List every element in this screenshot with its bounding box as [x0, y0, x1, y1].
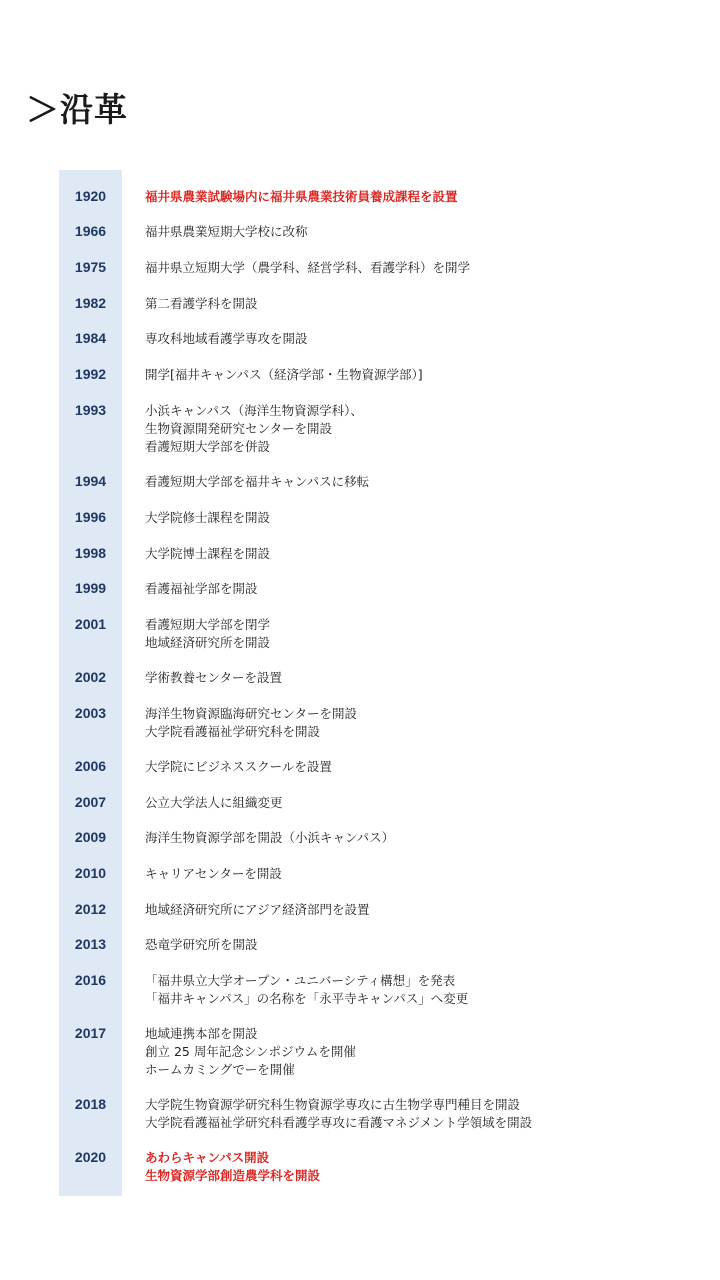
history-event-line: キャリアセンターを開設 [145, 866, 282, 881]
history-year: 2020 [74, 1149, 107, 1165]
history-event-line: 開学[福井キャンパス（経済学部・生物資源学部）] [145, 367, 423, 382]
history-year: 2007 [74, 794, 107, 810]
history-events [145, 259, 705, 277]
history-event-line: 海洋生物資源学部を開設（小浜キャンパス） [145, 830, 395, 845]
history-events [145, 330, 705, 348]
history-event-line: 小浜キャンパス（海洋生物資源学科）、 [145, 403, 363, 418]
history-event-line: 創立 25 周年記念シンポジウムを開催 [145, 1044, 356, 1059]
history-year: 1984 [74, 330, 107, 346]
history-year: 1920 [74, 188, 107, 204]
history-event-line: 地域経済研究所にアジア経済部門を設置 [145, 902, 370, 917]
history-events [145, 794, 705, 812]
history-year: 2001 [74, 616, 107, 632]
history-year: 1996 [74, 509, 107, 525]
history-year: 2016 [74, 972, 107, 988]
history-events [145, 865, 705, 883]
history-events [145, 972, 705, 1008]
history-events [145, 758, 705, 776]
history-events [145, 1025, 705, 1079]
history-event-line: 福井県立短期大学（農学科、経営学科、看護学科）を開学 [145, 260, 471, 275]
history-event-line: 看護短期大学部を福井キャンパスに移転 [145, 474, 370, 489]
history-year: 1975 [74, 259, 107, 275]
history-events [145, 580, 705, 598]
history-year: 2003 [74, 705, 107, 721]
history-event-line: 大学院にビジネススクールを設置 [145, 759, 332, 774]
history-event-line: 公立大学法人に組織変更 [145, 795, 283, 810]
history-events [145, 705, 705, 741]
history-events [145, 669, 705, 687]
history-events [145, 829, 705, 847]
history-events [145, 295, 705, 313]
history-year: 2012 [74, 901, 107, 917]
history-year: 1998 [74, 545, 107, 561]
history-events [145, 1096, 705, 1132]
history-year: 2002 [74, 669, 107, 685]
history-event-line: 福井県農業短期大学校に改称 [145, 224, 308, 239]
history-year: 1966 [74, 223, 107, 239]
history-event-line: 福井県農業試験場内に福井県農業技術員養成課程を設置 [145, 189, 458, 204]
history-year: 1993 [74, 402, 107, 418]
page-title: ＞沿革 [26, 90, 128, 129]
history-year: 2017 [74, 1025, 107, 1041]
history-event-line: 「福井県立大学オープン・ユニバーシティ構想」を発表 [145, 973, 456, 988]
history-year: 2013 [74, 936, 107, 952]
history-events [145, 188, 705, 206]
history-events [145, 936, 705, 954]
history-event-line: 地域連携本部を開設 [145, 1026, 258, 1041]
history-event-line: 「福井キャンパス」の名称を「永平寺キャンパス」へ変更 [145, 991, 469, 1006]
history-events [145, 366, 705, 384]
history-events [145, 473, 705, 491]
history-event-line: あわらキャンパス開設 [145, 1150, 270, 1165]
history-event-line: 看護短期大学部を併設 [145, 439, 271, 454]
history-events [145, 616, 705, 652]
history-event-line: 大学院生物資源学研究科生物資源学専攻に古生物学専門種目を開設 [145, 1097, 521, 1112]
history-year: 2006 [74, 758, 107, 774]
history-event-line: 大学院看護福祉学研究科看護学専攻に看護マネジメント学領域を開設 [145, 1115, 533, 1130]
history-events [145, 509, 705, 527]
history-event-line: 地域経済研究所を開設 [145, 635, 271, 650]
history-year: 1992 [74, 366, 107, 382]
history-event-line: 生物資源開発研究センターを開設 [145, 421, 333, 436]
history-year: 1999 [74, 580, 107, 596]
history-event-line: 専攻科地域看護学専攻を開設 [145, 331, 308, 346]
history-events [145, 223, 705, 241]
history-event-line: 大学院博士課程を開設 [145, 546, 271, 561]
history-event-line: 大学院修士課程を開設 [145, 510, 271, 525]
history-event-line: 第二看護学科を開設 [145, 296, 258, 311]
history-year: 2018 [74, 1096, 107, 1112]
history-event-line: 学術教養センターを設置 [145, 670, 283, 685]
history-event-line: 看護短期大学部を閉学 [145, 617, 271, 632]
history-year: 2009 [74, 829, 107, 845]
history-event-line: 恐竜学研究所を開設 [145, 937, 258, 952]
history-event-line: ホームカミングでーを開催 [145, 1062, 295, 1077]
history-events [145, 402, 705, 456]
history-event-line: 海洋生物資源臨海研究センターを開設 [145, 706, 358, 721]
history-year: 1982 [74, 295, 107, 311]
history-event-line: 看護福祉学部を開設 [145, 581, 258, 596]
history-year: 2010 [74, 865, 107, 881]
history-events [145, 901, 705, 919]
history-events [145, 545, 705, 563]
history-event-line: 生物資源学部創造農学科を開設 [145, 1168, 321, 1183]
history-year: 1994 [74, 473, 107, 489]
history-event-line: 大学院看護福祉学研究科を開設 [145, 724, 321, 739]
history-events [145, 1149, 705, 1185]
